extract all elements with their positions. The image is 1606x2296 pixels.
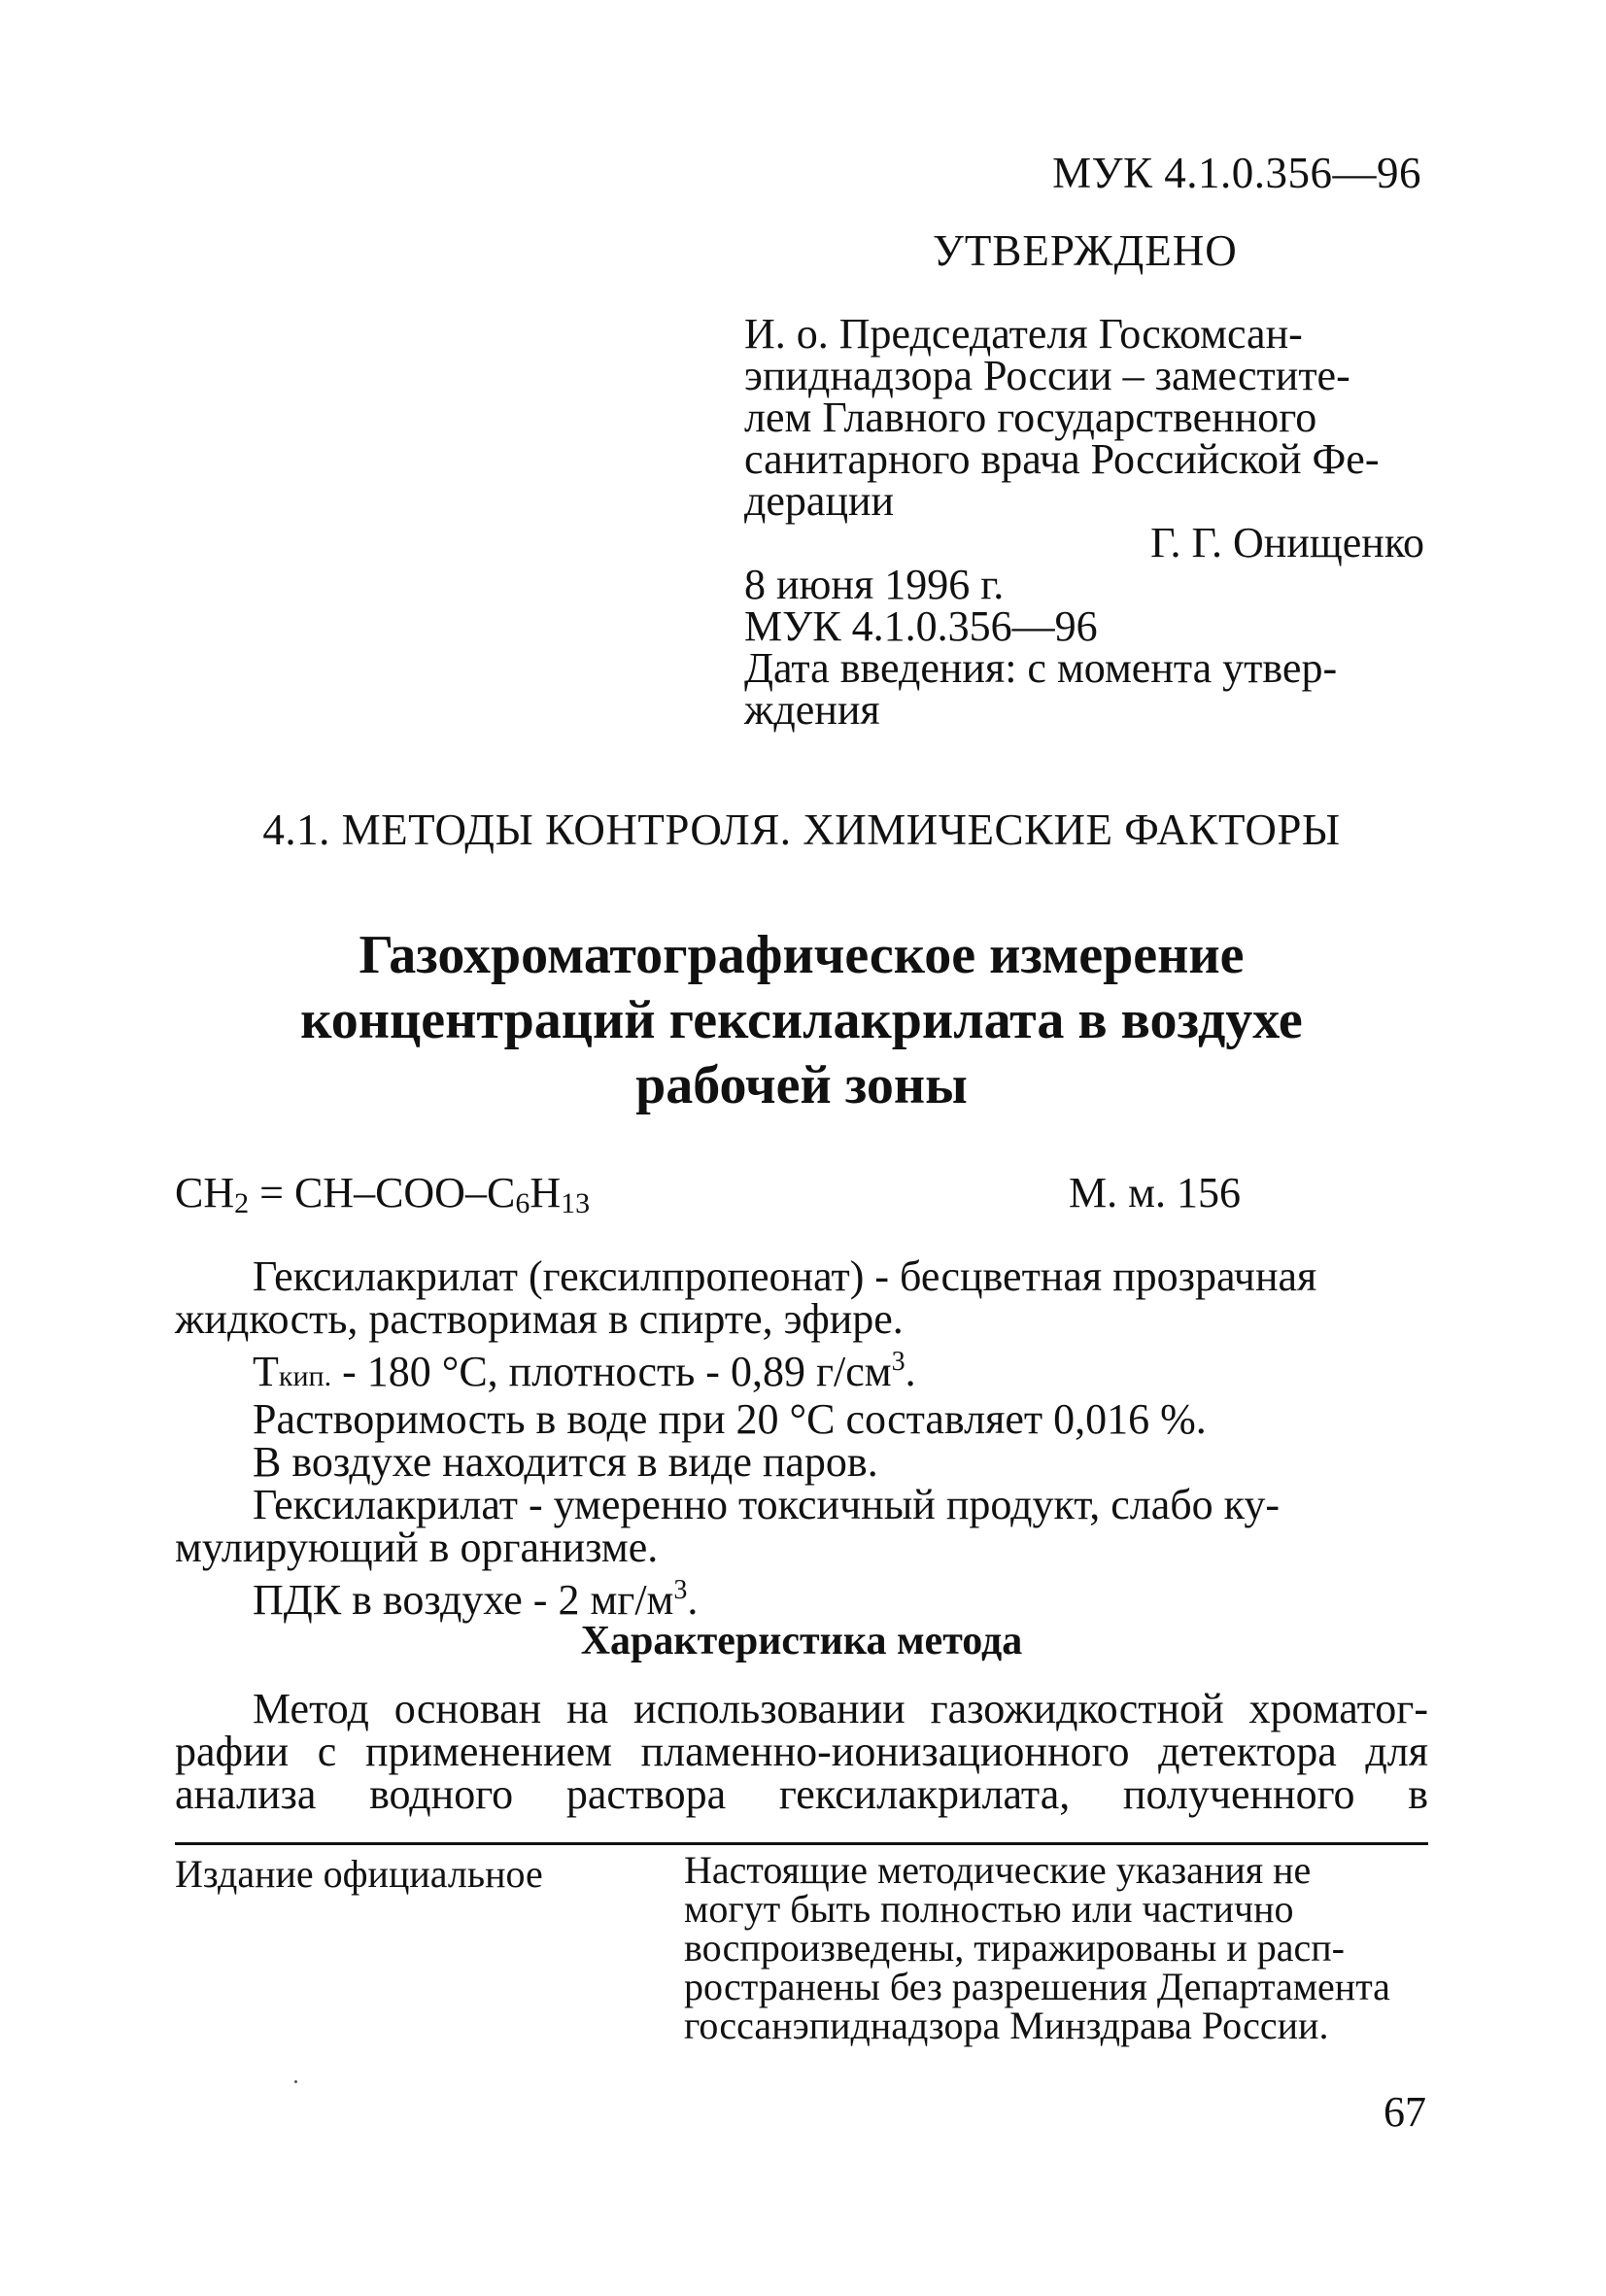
intro-date-line: ждения	[744, 686, 880, 734]
title-line: рабочей зоны	[635, 1055, 968, 1115]
formula-part: CH	[175, 1169, 235, 1217]
formula-part: H	[530, 1169, 562, 1217]
approval-code: МУК 4.1.0.356—96	[744, 602, 1098, 650]
footer-divider	[175, 1842, 1428, 1845]
scan-speck	[294, 2080, 297, 2083]
copyright-notice	[684, 1848, 1428, 2047]
approval-line: лем Главного государственного	[744, 394, 1317, 441]
notice-line: могут быть полностью или частично	[684, 1887, 1294, 1931]
formula-subscript: 13	[561, 1187, 591, 1219]
boiling-point-line	[175, 1341, 1428, 1398]
boiling-text: - 180 °С, плотность - 0,89 г/см	[331, 1348, 892, 1395]
symbol-subscript: кип.	[278, 1360, 332, 1392]
approved-stamp-label: УТВЕРЖДЕНО	[933, 226, 1238, 275]
line-end: .	[687, 1576, 699, 1624]
approval-line: дерации	[744, 477, 895, 525]
body-line: Гексилакрилат - умеренно токсичный продукт, слабо ку-	[253, 1481, 1281, 1528]
notice-line: ространены без разрешения Департамента	[684, 1965, 1390, 2008]
page-number: 67	[1384, 2088, 1426, 2136]
symbol-t: T	[253, 1348, 279, 1395]
document-title	[194, 923, 1409, 1118]
body-line: жидкость, растворимая в спирте, эфире.	[175, 1295, 904, 1343]
body-line: мулирующий в организме.	[175, 1524, 659, 1571]
body-line: Растворимость в воде при 20 °С составляет 0,016 %.	[253, 1395, 1207, 1443]
signer-name: Г. Г. Онищенко	[1150, 519, 1424, 566]
molar-mass: М. м. 156	[1069, 1169, 1241, 1217]
notice-line: госсанэпиднадзора Минздрава России.	[684, 2004, 1329, 2047]
formula-subscript: 6	[515, 1187, 530, 1219]
body-line: Гексилакрилат (гексилпропеонат) - бесцветная прозрачная	[253, 1252, 1317, 1300]
method-line: анализа водного раствора гексилакрилата, полученного в	[175, 1770, 1428, 1818]
substance-description	[175, 1252, 1428, 1624]
line-end: .	[905, 1348, 916, 1395]
method-line: Метод основан на использовании газожидкостной хроматог-	[253, 1685, 1428, 1732]
mac-text: ПДК в воздухе - 2 мг/м	[253, 1576, 674, 1624]
chemical-formula	[175, 1168, 590, 1220]
edition-label: Издание официальное	[175, 1852, 543, 1896]
notice-line: воспроизведены, тиражированы и расп-	[684, 1926, 1345, 1970]
approval-line: эпиднадзора России – заместите-	[744, 352, 1350, 399]
intro-date-line: Дата введения: с момента утвер-	[744, 644, 1338, 692]
approval-date: 8 июня 1996 г.	[744, 561, 1005, 608]
method-heading: Характеристика метода	[580, 1619, 1023, 1663]
unit-superscript: 3	[891, 1347, 906, 1377]
notice-line: Настоящие методические указания не	[684, 1848, 1312, 1892]
method-description	[175, 1685, 1428, 1818]
approval-line: И. о. Председателя Госкомсан-	[744, 310, 1303, 358]
formula-part: = CH–COO–C	[249, 1169, 516, 1217]
document-code: МУК 4.1.0.356—96	[1052, 149, 1421, 197]
approval-block	[744, 310, 1424, 734]
approval-line: санитарного врача Российской Фе-	[744, 435, 1380, 483]
method-line: рафии с применением пламенно-ионизационного детектора для	[175, 1728, 1428, 1775]
title-line: концентраций гексилакрилата в воздухе	[300, 990, 1303, 1050]
section-heading: 4.1. МЕТОДЫ КОНТРОЛЯ. ХИМИЧЕСКИЕ ФАКТОРЫ	[262, 805, 1341, 854]
mac-line	[175, 1569, 1428, 1622]
formula-subscript: 2	[234, 1187, 250, 1219]
title-line: Газохроматографическое измерение	[359, 925, 1245, 985]
unit-superscript: 3	[673, 1575, 688, 1605]
body-line: В воздухе находится в виде паров.	[253, 1438, 878, 1486]
